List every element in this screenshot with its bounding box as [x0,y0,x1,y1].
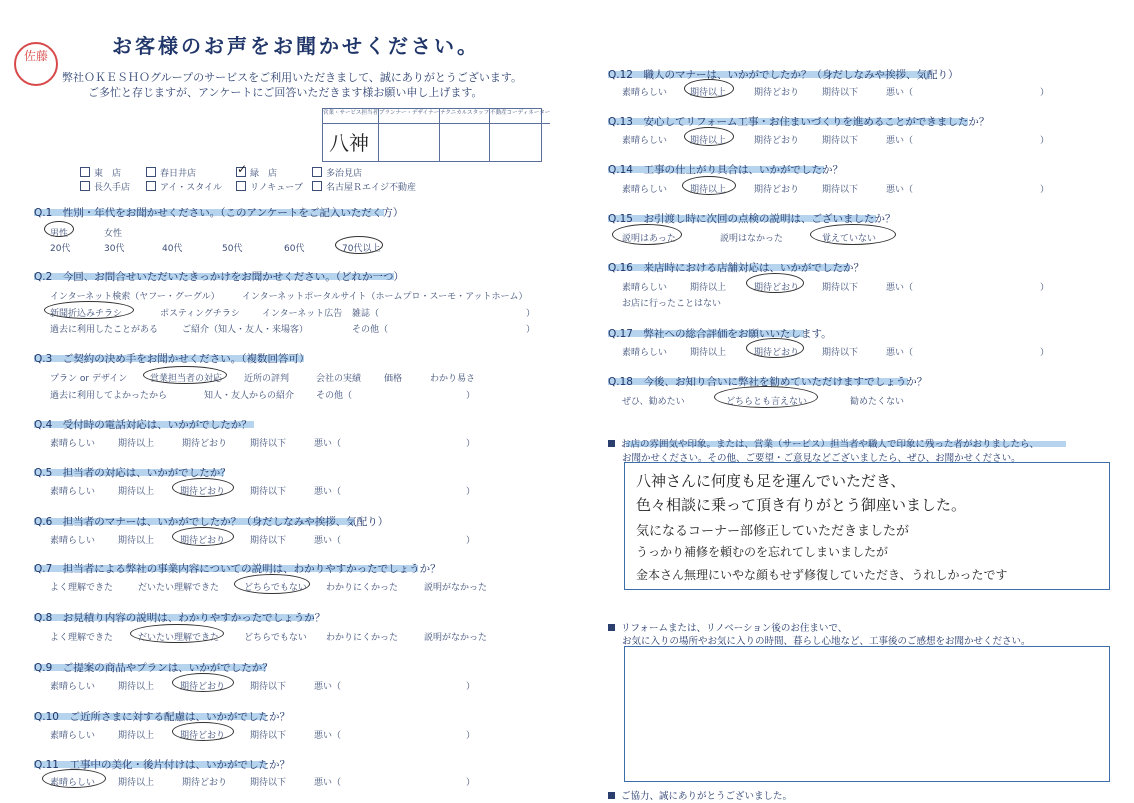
q12-label: Q.12 職人のマナーは、いかがでしたか？（身だしなみや挨拶、気配り） [608,69,959,81]
staff-col-realestate [490,109,550,161]
rate-option[interactable]: 期待以上 [690,88,727,98]
q3-option[interactable]: 営業担当者の対応 [150,374,223,384]
understand-option[interactable]: だいたい理解できた [138,583,220,593]
rate-option[interactable]: 期待以下 [250,536,287,546]
rate-option[interactable]: 悪い（ [886,283,914,293]
rate-paren: ） [466,682,476,692]
answer-circle [143,366,227,384]
shop-checkbox[interactable] [146,166,196,179]
understand-option[interactable]: よく理解できた [50,583,114,593]
rate-option[interactable]: 悪い（ [886,185,914,195]
bullet-square-icon [608,440,615,447]
q1-age[interactable]: 70代以上 [342,244,381,254]
rate-option[interactable]: 期待どおり [754,136,800,146]
shop-checkbox-checked[interactable] [236,162,278,179]
rate-paren: ） [1040,136,1050,146]
q1-age[interactable]: 40代 [162,244,183,254]
comment1-label-1 [608,436,1039,450]
rate-option[interactable]: 悪い（ [314,682,342,692]
bullet-square-icon [608,792,615,799]
staff-col-tech [440,109,490,161]
q15-option[interactable]: 説明はあった [622,234,676,244]
q3-option[interactable]: プラン or デザイン [50,374,128,384]
answer-circle [684,79,734,98]
rate-option[interactable]: 期待以下 [822,283,859,293]
q16-extra-option[interactable]: お店に行ったことはない [622,299,722,309]
rate-option[interactable]: 悪い（ [314,778,342,788]
checkbox-checked-icon: ✓ [237,162,248,176]
q1-age[interactable]: 50代 [222,244,243,254]
q17-label: Q.17 弊社への総合評価をお願いいたします。 [608,328,832,340]
q3-option[interactable]: その他（ [316,391,353,401]
q2-paren: ） [526,309,536,319]
q2-option[interactable]: インターネットポータルサイト（ホームプロ・スーモ・アットホーム） [242,292,528,302]
q15-option[interactable]: 覚えていない [822,234,877,244]
rate-option[interactable]: 期待どおり [180,682,226,692]
rate-option[interactable]: 期待どおり [182,778,228,788]
thanks-line [608,788,792,802]
understand-option[interactable]: わかりにくかった [326,633,399,643]
rate-paren: ） [466,536,476,546]
shop-label: 春日井店 [160,169,197,179]
comment2-textarea[interactable] [624,646,1110,782]
checkbox-icon [312,181,322,191]
q2-paren: ） [526,325,536,335]
rate-option[interactable]: 期待以上 [690,348,727,358]
rate-option[interactable]: 期待以上 [690,283,727,293]
rate-paren: ） [1040,88,1050,98]
rate-option[interactable]: 悪い（ [886,136,914,146]
staff-header: テクニカルスタッフ [440,109,489,124]
staff-header: 営業・サービス担当者 [323,109,378,124]
staff-col-sales [323,109,379,161]
rate-option[interactable]: 期待以下 [250,487,287,497]
staff-name: 八神 [329,131,369,155]
answer-circle [335,236,383,254]
rate-option[interactable]: 期待どおり [754,88,800,98]
q3-option[interactable]: 知人・友人からの紹介 [204,391,295,401]
q1-gender-male[interactable]: 男性 [50,229,69,239]
checkbox-icon [146,181,156,191]
q18-option[interactable]: 勧めたくない [850,397,905,407]
understand-option[interactable]: どちらでもない [244,583,307,593]
rate-option[interactable]: 悪い（ [314,487,342,497]
understand-option[interactable]: 説明がなかった [424,633,488,643]
rate-option[interactable]: 期待以下 [822,136,859,146]
rate-option[interactable]: 悪い（ [314,731,342,741]
comment1-label-2: お聞かせください。その他、ご要望・ご意見などございましたら、ぜひ、お聞かせください。 [622,453,1021,464]
shop-checkbox[interactable] [312,166,362,179]
rate-paren: ） [466,487,476,497]
rate-paren: ） [466,731,476,741]
q13-label: Q.13 安心してリフォーム工事・お住まいづくりを進めることができましたか？ [608,116,990,128]
rate-option[interactable]: 素晴らしい [622,88,668,98]
rate-option[interactable]: 期待どおり [754,283,800,293]
intro-line-1: 弊社ＯＫＥＳＨＯグループのサービスをご利用いただきまして、誠にありがとうございます。 [62,71,523,84]
q11-label: Q.11 工事中の美化・後片付けは、いかがでしたか？ [34,759,290,771]
shop-label: 緑 店 [250,169,278,179]
q2-option[interactable]: インターネット広告 [262,309,343,319]
q2-option[interactable]: その他（ [352,325,389,335]
seal-stamp: 佐藤 [14,42,58,86]
q6-label: Q.6 担当者のマナーは、いかがでしたか？（身だしなみや挨拶、気配り） [34,516,389,528]
q3-label: Q.3 ご契約の決め手をお聞かせください。（複数回答可） [34,353,310,365]
bullet-square-icon [608,624,615,631]
q2-option[interactable]: 雑誌（ [352,309,380,319]
handwritten-line: 金本さん無理にいやな顔もせず修復していただき、うれしかったです [636,568,1008,582]
rate-option[interactable]: 素晴らしい [622,136,668,146]
rate-option[interactable]: 素晴らしい [622,348,668,358]
answer-circle [172,673,234,692]
understand-option[interactable]: どちらでもない [244,633,307,643]
shop-checkbox[interactable] [146,180,222,193]
q16-label: Q.16 来店時における店舗対応は、いかがでしたか？ [608,262,864,274]
q14-label: Q.14 工事の仕上がり具合は、いかがでしたか？ [608,164,843,176]
rate-option[interactable]: 悪い（ [886,88,914,98]
rate-paren: ） [1040,185,1050,195]
q7-label: Q.7 担当者による弊社の事業内容についての説明は、わかりやすかったでしょうか？ [34,563,441,575]
shop-label: 長久手店 [94,183,131,193]
rate-option[interactable]: 期待以下 [250,682,287,692]
page-title: お客様のお声をお聞かせください。 [112,34,480,58]
answer-circle [44,221,74,237]
staff-table [322,108,551,162]
comment2-label-1 [608,620,847,634]
comment2-label-2: お気に入りの場所やお気に入りの時間、暮らし心地など、工事後のご感想をお聞かせください。 [622,636,1031,647]
answer-circle [172,478,234,497]
answer-circle [130,624,224,643]
answer-circle [682,176,736,195]
rate-option[interactable]: 素晴らしい [622,185,668,195]
checkbox-icon [236,181,246,191]
rate-option[interactable]: 期待以上 [690,136,727,146]
answer-circle [746,338,804,358]
q1-gender-female[interactable]: 女性 [104,229,123,239]
q3-option[interactable]: 会社の実績 [316,374,362,384]
rate-option[interactable]: 期待以下 [250,778,287,788]
q3-option[interactable]: 過去に利用してよかったから [50,391,168,401]
rate-option[interactable]: 期待以下 [822,348,859,358]
rate-option[interactable]: 期待どおり [180,731,226,741]
rate-paren: ） [1040,283,1050,293]
answer-circle [44,301,134,319]
q10-label: Q.10 ご近所さまに対する配慮は、いかがでしたか？ [34,711,290,723]
rate-option[interactable]: 悪い（ [886,348,914,358]
handwritten-line: 八神さんに何度も足を運んでいただき、 [636,472,906,490]
q2-option[interactable]: ポスティングチラシ [160,309,240,319]
handwritten-line: 色々相談に乗って頂き有りがとう御座いました。 [636,496,967,514]
intro-line-2: ご多忙と存じますが、アンケートにご回答いただきます様お願い申し上げます。 [88,86,483,99]
shop-checkbox[interactable] [80,166,121,179]
rate-option[interactable]: 期待以上 [118,731,155,741]
q8-label: Q.8 お見積り内容の説明は、わかりやすかったでしょうか？ [34,612,326,624]
q1-age[interactable]: 20代 [50,244,71,254]
shop-checkbox[interactable] [236,180,303,193]
rate-option[interactable]: 期待どおり [180,536,226,546]
comment2-text: リフォームまたは、リノベーション後のお住まいで、 [621,623,848,634]
shop-checkbox[interactable] [80,180,130,193]
rate-option[interactable]: 期待以上 [118,778,155,788]
rate-option[interactable]: 期待以下 [250,731,287,741]
rate-option[interactable]: 期待どおり [754,348,800,358]
checkbox-icon [312,167,322,177]
understand-option[interactable]: わかりにくかった [326,583,399,593]
q2-option[interactable]: 過去に利用したことがある [50,325,159,335]
q3-option[interactable]: 近所の評判 [244,374,290,384]
answer-circle [42,769,106,788]
rate-option[interactable]: 期待どおり [180,487,226,497]
checkbox-icon [146,167,156,177]
understand-option[interactable]: 説明がなかった [424,583,488,593]
answer-circle [684,127,734,146]
checkbox-icon [80,181,90,191]
q4-label: Q.4 受付時の電話対応は、いかがでしたか？ [34,419,252,431]
q15-label: Q.15 お引渡し時に次回の点検の説明は、ございましたか？ [608,213,896,225]
understand-option[interactable]: よく理解できた [50,633,114,643]
q1-label: Q.1 性別・年代をお聞かせください。（このアンケートをご記入いただく方） [34,207,404,219]
answer-circle [172,722,234,741]
rate-option[interactable]: 期待以上 [118,536,155,546]
answer-circle [234,574,310,594]
shop-label: アイ・スタイル [160,183,223,193]
understand-option[interactable]: だいたい理解できた [138,633,220,643]
answer-circle [172,527,234,546]
q3-paren: ） [466,391,476,401]
rate-option[interactable]: 素晴らしい [50,731,96,741]
answer-circle [810,224,896,245]
rate-option[interactable]: 期待以下 [822,88,859,98]
q18-option[interactable]: ぜひ、勧めたい [622,397,685,407]
rate-option[interactable]: 素晴らしい [50,536,96,546]
rate-option[interactable]: 期待以下 [250,439,287,449]
rate-option[interactable]: 期待どおり [754,185,800,195]
q9-label: Q.9 ご提案の商品やプランは、いかがでしたか？ [34,662,273,674]
checkbox-icon [80,167,90,177]
thanks-text: ご協力、誠にありがとうございました。 [621,791,793,802]
rate-option[interactable]: 期待以上 [118,439,155,449]
rate-option[interactable]: 期待以上 [118,487,155,497]
q3-option[interactable]: わかり易さ [430,374,476,384]
rate-option[interactable]: 期待どおり [182,439,228,449]
staff-header: プランナー・デザイナー [379,109,439,124]
staff-header: 不動産コーディネーター [490,109,550,124]
rate-option[interactable]: 期待以上 [118,682,155,692]
shop-label: リノキューブ [250,183,303,193]
shop-label: 多治見店 [326,169,363,179]
handwritten-line: 気になるコーナー部修正していただきましたが [636,524,910,539]
shop-label: 名古屋Ｒエイジ不動産 [326,183,417,193]
q15-option[interactable]: 説明はなかった [720,234,784,244]
comment1-text: お店の雰囲気や印象。または、営業（サービス）担当者や職人で印象に残った者がおりましたら、 [621,439,1040,450]
rate-option[interactable]: 素晴らしい [50,487,96,497]
q2-option[interactable]: ご紹介（知人・友人・来場客） [182,325,309,335]
rate-option[interactable]: 素晴らしい [50,778,96,788]
rate-paren: ） [466,439,476,449]
q18-label: Q.18 今後、お知り合いに弊社を勧めていただけますでしょうか？ [608,376,928,388]
shop-label: 東 店 [94,169,122,179]
shop-checkbox[interactable] [312,180,416,193]
answer-circle [714,386,818,408]
rate-option[interactable]: 期待以下 [822,185,859,195]
handwritten-line: うっかり補修を頼むのを忘れてしまいましたが [636,545,889,559]
q1-age[interactable]: 30代 [104,244,125,254]
rate-option[interactable]: 悪い（ [314,439,342,449]
rate-option[interactable]: 素晴らしい [622,283,668,293]
q18-option[interactable]: どちらとも言えない [726,397,808,407]
rate-option[interactable]: 期待以上 [690,185,727,195]
q2-option[interactable]: 新聞折込みチラシ [50,309,123,319]
q1-age[interactable]: 60代 [284,244,305,254]
rate-option[interactable]: 素晴らしい [50,682,96,692]
answer-circle [612,224,682,245]
q5-label: Q.5 担当者の対応は、いかがでしたか？ [34,467,231,479]
rate-paren: ） [466,778,476,788]
rate-paren: ） [1040,348,1050,358]
q2-label: Q.2 今回、お問合せいただいたきっかけをお聞かせください。（どれか一つ） [34,271,405,283]
rate-option[interactable]: 素晴らしい [50,439,96,449]
rate-option[interactable]: 悪い（ [314,536,342,546]
q3-option[interactable]: 価格 [384,374,403,384]
q2-option[interactable]: インターネット検索（ヤフー・グーグル） [50,292,220,302]
answer-circle [746,273,804,293]
staff-col-planner [379,109,440,161]
